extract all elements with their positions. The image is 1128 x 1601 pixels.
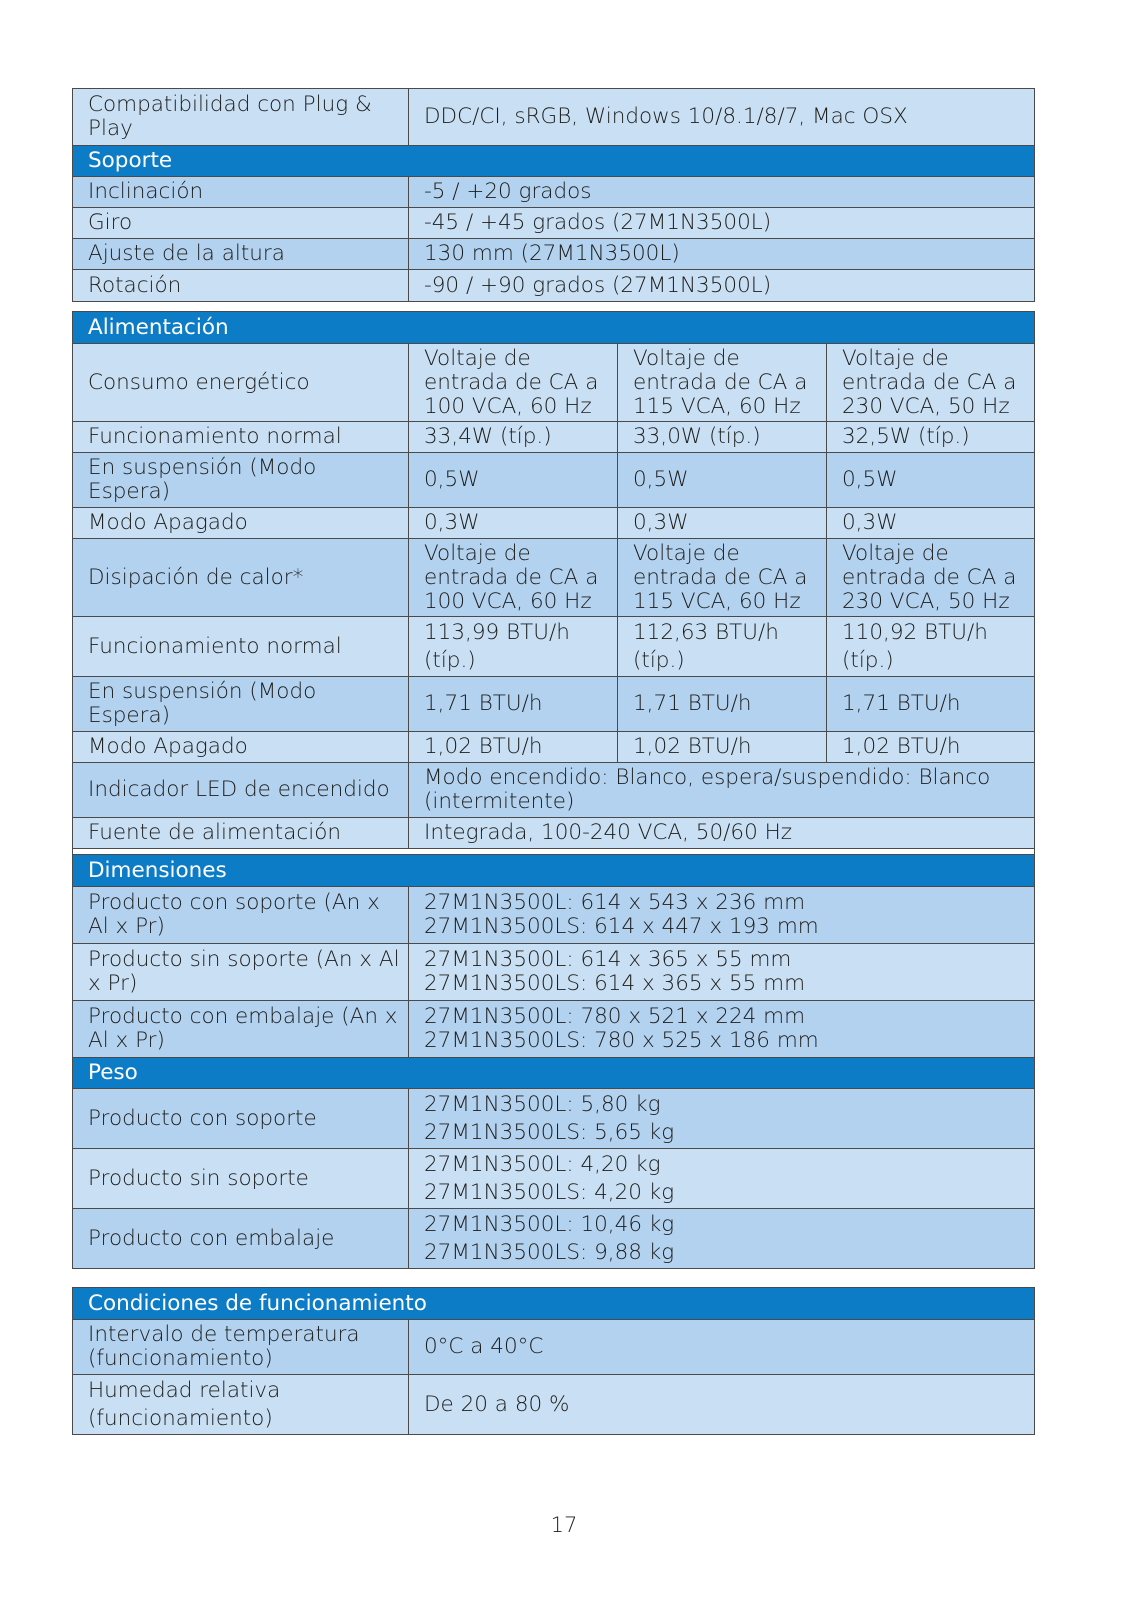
row-value: 33,0W (típ.) xyxy=(618,422,827,453)
row-value: 33,4W (típ.) xyxy=(409,422,618,453)
value-line: 27M1N3500LS: 5,65 kg xyxy=(424,1119,675,1145)
table-row xyxy=(73,1001,1035,1058)
value-line: 27M1N3500L: 10,46 kg xyxy=(424,1211,675,1237)
row-value xyxy=(409,1089,1035,1149)
row-label: Modo Apagado xyxy=(73,732,409,763)
section-header xyxy=(73,1058,1035,1089)
row-value xyxy=(409,1001,1035,1058)
table-row xyxy=(73,818,1035,849)
column-header: Voltaje de entrada de CA a 230 VCA, 50 Hz xyxy=(827,539,1035,617)
table-row xyxy=(73,177,1035,208)
row-value: 113,99 BTU/h (típ.) xyxy=(409,617,618,677)
spec-table-compatibility-stand xyxy=(72,88,1035,302)
row-value: 0,3W xyxy=(409,508,618,539)
column-header: Voltaje de entrada de CA a 115 VCA, 60 Hz xyxy=(618,344,827,422)
table-row xyxy=(73,270,1035,302)
section-header xyxy=(73,312,1035,344)
row-value: 1,02 BTU/h xyxy=(409,732,618,763)
row-value: 0,5W xyxy=(409,453,618,508)
section-title-alimentacion: Alimentación xyxy=(73,312,1035,344)
spec-table-operating-conditions xyxy=(72,1287,1035,1435)
row-value: 110,92 BTU/h (típ.) xyxy=(827,617,1035,677)
row-value: 0°C a 40°C xyxy=(409,1320,1035,1375)
row-value xyxy=(409,887,1035,944)
row-label: Giro xyxy=(73,208,409,239)
value-line: 27M1N3500LS: 780 x 525 x 186 mm xyxy=(424,1028,819,1053)
table-row xyxy=(73,1209,1035,1269)
row-value: 32,5W (típ.) xyxy=(827,422,1035,453)
section-header xyxy=(73,146,1035,177)
page-number: 17 xyxy=(550,1513,578,1537)
table-row xyxy=(73,508,1035,539)
row-label: Producto con embalaje (An x Al x Pr) xyxy=(73,1001,409,1058)
table-row xyxy=(73,1149,1035,1209)
row-value: 0,3W xyxy=(618,508,827,539)
value-line: 27M1N3500L: 614 x 365 x 55 mm xyxy=(424,947,792,972)
value-line: 27M1N3500L: 5,80 kg xyxy=(424,1091,661,1117)
value-line: 27M1N3500L: 614 x 543 x 236 mm xyxy=(424,890,806,915)
row-label: Intervalo de temperatura (funcionamiento) xyxy=(73,1320,409,1375)
row-label: Rotación xyxy=(73,270,409,302)
row-value: 0,5W xyxy=(618,453,827,508)
row-value: Modo encendido: Blanco, espera/suspendido: Blanco (intermitente) xyxy=(409,763,1035,818)
row-value: 130 mm (27M1N3500L) xyxy=(409,239,1035,270)
value-line: 27M1N3500LS: 614 x 447 x 193 mm xyxy=(424,914,819,939)
row-label: Producto sin soporte xyxy=(73,1149,409,1209)
row-label: Funcionamiento normal xyxy=(73,422,409,453)
section-title-condiciones: Condiciones de funcionamiento xyxy=(73,1288,1035,1320)
row-value: 1,71 BTU/h xyxy=(827,677,1035,732)
column-header: Voltaje de entrada de CA a 115 VCA, 60 Hz xyxy=(618,539,827,617)
section-title-peso: Peso xyxy=(73,1058,1035,1089)
table-row xyxy=(73,239,1035,270)
table-row xyxy=(73,539,1035,617)
row-value: -5 / +20 grados xyxy=(409,177,1035,208)
table-row xyxy=(73,1375,1035,1435)
value-line: 27M1N3500LS: 614 x 365 x 55 mm xyxy=(424,971,806,996)
row-value: 1,02 BTU/h xyxy=(618,732,827,763)
value-line: 27M1N3500L: 4,20 kg xyxy=(424,1151,661,1177)
row-label: Producto sin soporte (An x Al x Pr) xyxy=(73,944,409,1001)
column-header: Voltaje de entrada de CA a 230 VCA, 50 Hz xyxy=(827,344,1035,422)
row-value: 1,71 BTU/h xyxy=(409,677,618,732)
section-title-dimensiones: Dimensiones xyxy=(73,855,1035,887)
row-value: 0,5W xyxy=(827,453,1035,508)
row-value: Integrada, 100-240 VCA, 50/60 Hz xyxy=(409,818,1035,849)
table-row xyxy=(73,944,1035,1001)
column-header: Voltaje de entrada de CA a 100 VCA, 60 Hz xyxy=(409,344,618,422)
table-row xyxy=(73,617,1035,677)
row-label: Indicador LED de encendido xyxy=(73,763,409,818)
section-header xyxy=(73,855,1035,887)
row-value: 1,02 BTU/h xyxy=(827,732,1035,763)
row-value: De 20 a 80 % xyxy=(409,1375,1035,1435)
table-row xyxy=(73,208,1035,239)
row-label: Disipación de calor* xyxy=(73,539,409,617)
row-value: DDC/CI, sRGB, Windows 10/8.1/8/7, Mac OSX xyxy=(409,89,1035,146)
row-value xyxy=(409,1209,1035,1269)
row-value xyxy=(409,1149,1035,1209)
row-value xyxy=(409,944,1035,1001)
row-label: En suspensión (Modo Espera) xyxy=(73,677,409,732)
table-row xyxy=(73,677,1035,732)
table-row xyxy=(73,89,1035,146)
section-header xyxy=(73,1288,1035,1320)
table-row xyxy=(73,887,1035,944)
table-row xyxy=(73,763,1035,818)
value-line: 27M1N3500L: 780 x 521 x 224 mm xyxy=(424,1004,806,1029)
row-label: Modo Apagado xyxy=(73,508,409,539)
row-label: En suspensión (Modo Espera) xyxy=(73,453,409,508)
row-label: Humedad relativa (funcionamiento) xyxy=(73,1375,409,1435)
row-value: 112,63 BTU/h (típ.) xyxy=(618,617,827,677)
row-label: Producto con embalaje xyxy=(73,1209,409,1269)
table-row xyxy=(73,1320,1035,1375)
row-label: Inclinación xyxy=(73,177,409,208)
row-label: Ajuste de la altura xyxy=(73,239,409,270)
row-value: 0,3W xyxy=(827,508,1035,539)
value-line: 27M1N3500LS: 4,20 kg xyxy=(424,1179,675,1205)
row-value: -45 / +45 grados (27M1N3500L) xyxy=(409,208,1035,239)
row-label: Producto con soporte xyxy=(73,1089,409,1149)
table-row xyxy=(73,732,1035,763)
spec-table-power-dimensions-weight xyxy=(72,311,1035,1269)
section-title-soporte: Soporte xyxy=(73,146,1035,177)
row-value: 1,71 BTU/h xyxy=(618,677,827,732)
row-label: Compatibilidad con Plug & Play xyxy=(73,89,409,146)
row-label: Funcionamiento normal xyxy=(73,617,409,677)
table-row xyxy=(73,422,1035,453)
row-value: -90 / +90 grados (27M1N3500L) xyxy=(409,270,1035,302)
table-row xyxy=(73,1089,1035,1149)
table-row xyxy=(73,453,1035,508)
row-label: Producto con soporte (An x Al x Pr) xyxy=(73,887,409,944)
value-line: 27M1N3500LS: 9,88 kg xyxy=(424,1239,675,1265)
row-label: Consumo energético xyxy=(73,344,409,422)
row-label: Fuente de alimentación xyxy=(73,818,409,849)
table-row xyxy=(73,344,1035,422)
column-header: Voltaje de entrada de CA a 100 VCA, 60 Hz xyxy=(409,539,618,617)
